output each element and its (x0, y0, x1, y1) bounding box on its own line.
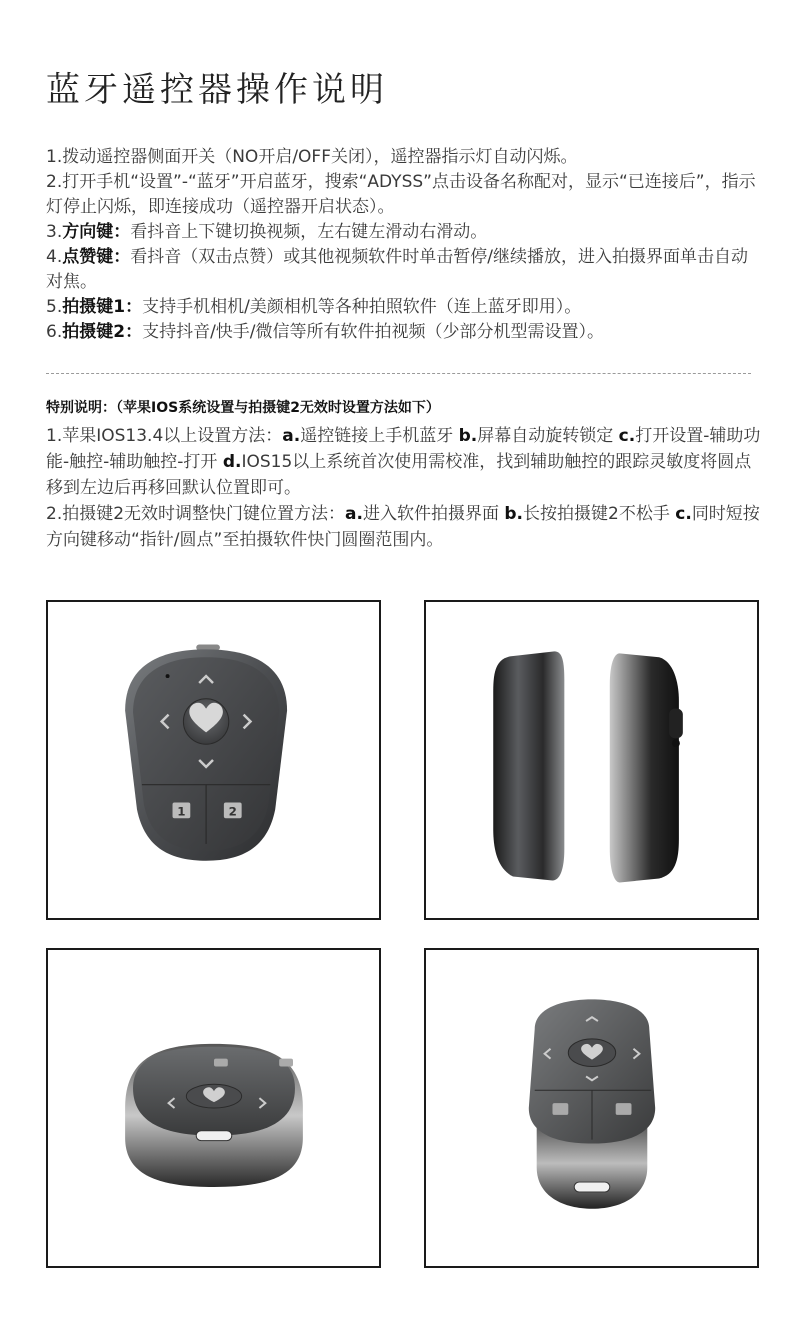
note-2-b-label: b. (504, 504, 524, 524)
note-1-b-text: 屏幕自动旋转锁定 (477, 426, 619, 446)
note-2-intro: 2.拍摄键2无效时调整快门键位置方法： (46, 504, 346, 524)
note-1 (46, 423, 766, 501)
step-2: 2.打开手机“设置”-“蓝牙”开启蓝牙，搜索“ADYSS”点击设备名称配对，显示“已连接后”，指示灯停止闪烁，即连接成功（遥控器开启状态）。 (46, 172, 756, 217)
step-5-key: 拍摄键1： (62, 297, 143, 317)
step-5 (46, 295, 761, 320)
key-1-label: 1 (177, 804, 186, 819)
note-2-a-label: a. (345, 504, 363, 524)
note-1-b-label: b. (458, 426, 478, 446)
step-5-text: 支持手机相机/美颜相机等各种拍照软件（连上蓝牙即用）。 (142, 297, 582, 317)
note-1-intro: 1.苹果IOS13.4以上设置方法： (46, 426, 283, 446)
remote-front-view (46, 600, 381, 920)
remote-bottom-illustration (48, 950, 379, 1266)
remote-top-angle-illustration (426, 950, 757, 1266)
step-4-key: 点赞键： (62, 247, 131, 267)
remote-side-view (424, 600, 759, 920)
note-2-b-text: 长按拍摄键2不松手 (523, 504, 676, 524)
step-5-number: 5. (46, 297, 63, 317)
special-note-title: 特别说明：（苹果IOS系统设置与拍摄键2无效时设置方法如下） (46, 400, 440, 416)
page-title: 蓝牙遥控器操作说明 (46, 70, 388, 110)
step-1: 1.拨动遥控器侧面开关（NO开启/OFF关闭），遥控器指示灯自动闪烁。 (46, 147, 578, 167)
remote-front-illustration (48, 602, 379, 918)
dashed-divider (46, 373, 751, 374)
remote-bottom-view (46, 948, 381, 1268)
note-1-a-label: a. (282, 426, 301, 446)
key-2-label: 2 (228, 804, 237, 819)
step-6-number: 6. (46, 322, 63, 342)
usb-port-icon (196, 1131, 232, 1141)
step-6 (46, 320, 761, 345)
note-2-c-label: c. (675, 504, 692, 524)
note-1-c-text: 打开设置-辅助功能-触控-辅助触控-打开 (46, 426, 761, 472)
note-1-c-label: c. (618, 426, 636, 446)
usb-port-icon (574, 1182, 610, 1192)
step-3-key: 方向键： (62, 222, 131, 242)
step-6-text: 支持抖音/快手/微信等所有软件拍视频（少部分机型需设置）。 (142, 322, 605, 342)
step-4-text: 看抖音（双击点赞）或其他视频软件时单击暂停/继续播放，进入拍摄界面单击自动对焦。 (46, 247, 748, 292)
remote-side-left (493, 651, 564, 880)
step-3-text: 看抖音上下键切换视频，左右键左滑动右滑动。 (130, 222, 488, 242)
step-3-number: 3. (46, 222, 63, 242)
step-4 (46, 245, 761, 295)
remote-side-illustration (426, 602, 757, 918)
note-2-c-text: 同时短按方向键移动“指针/圆点”至拍摄软件快门圆圈范围内。 (46, 504, 760, 550)
note-2 (46, 501, 766, 553)
step-3 (46, 220, 761, 245)
step-6-key: 拍摄键2： (62, 322, 143, 342)
step-4-number: 4. (46, 247, 63, 267)
note-2-a-text: 进入软件拍摄界面 (362, 504, 505, 524)
note-1-d-label: d. (222, 452, 242, 472)
remote-top-angle-view (424, 948, 759, 1268)
remote-side-right (610, 653, 679, 882)
note-1-a-text: 遥控链接上手机蓝牙 (300, 426, 459, 446)
note-1-d-text: IOS15以上系统首次使用需校准，找到辅助触控的跟踪灵敏度将圆点移到左边后再移回默认位置即可。 (46, 452, 752, 498)
special-notes (46, 423, 766, 553)
instruction-steps (46, 145, 761, 345)
power-switch-icon (669, 709, 683, 739)
